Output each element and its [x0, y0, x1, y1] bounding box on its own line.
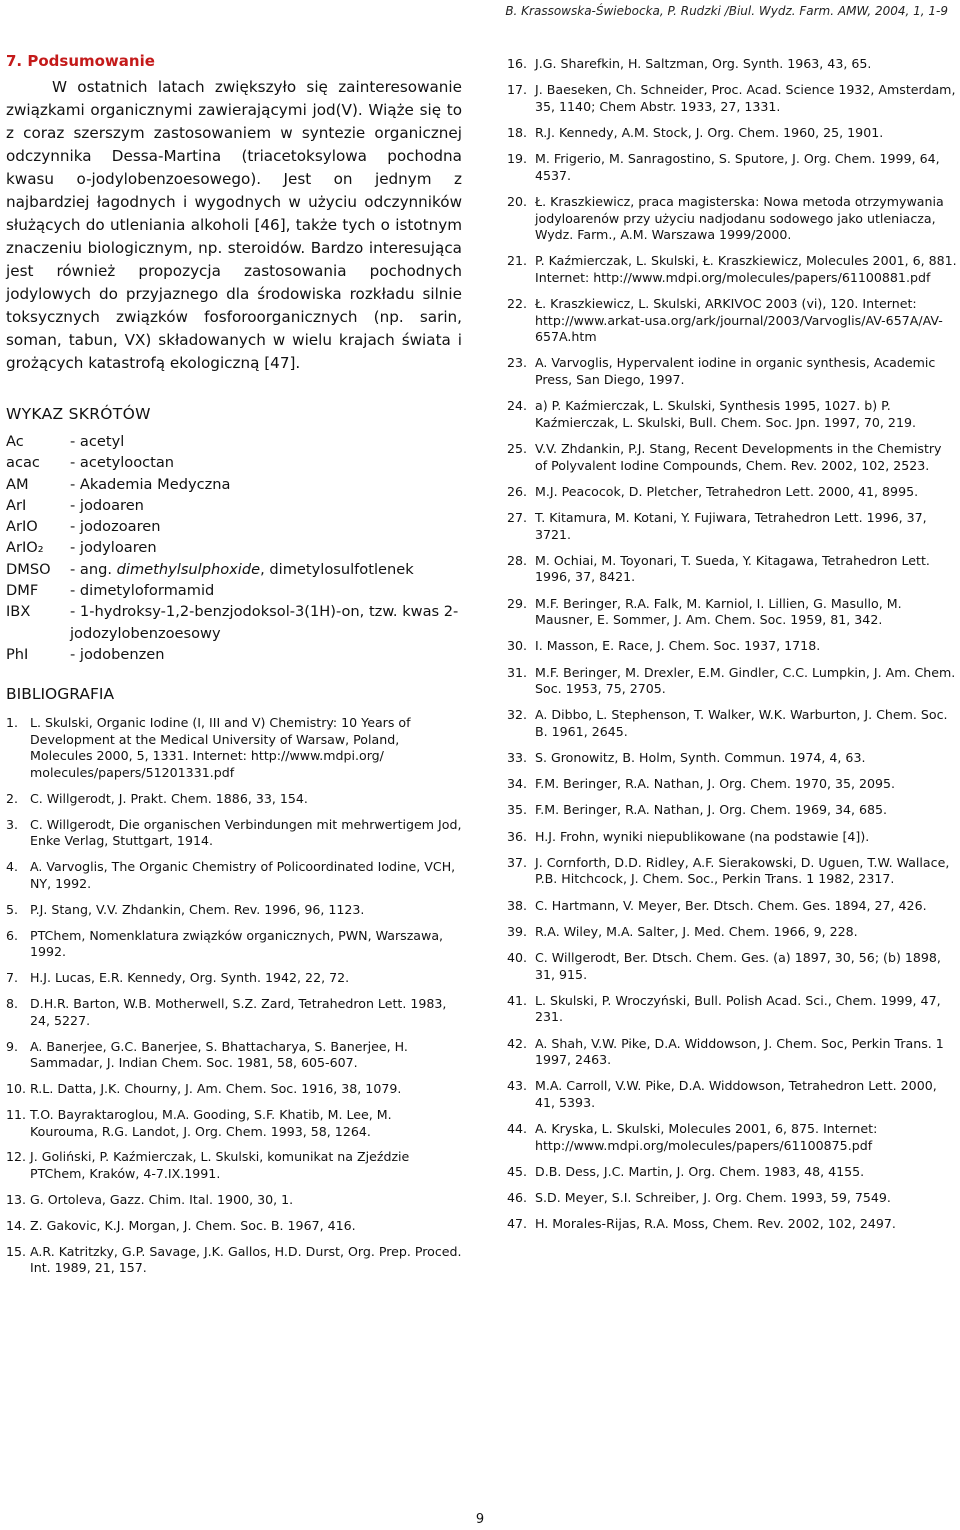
reference-item	[507, 1216, 957, 1233]
abbreviation-value: - jodobenzen	[70, 645, 165, 663]
reference-text: L. Skulski, Organic Iodine (I, III and V) Chemistry: 10 Years of Development at the Medical University of Warsaw, Poland, Molecules 2000, 5, 1331. Internet: http://www.mdpi.org/ molecules/papers/51201331.pdf	[30, 715, 411, 781]
reference-text: S.D. Meyer, S.I. Schreiber, J. Org. Chem. 1993, 59, 7549.	[535, 1190, 891, 1206]
reference-text: a) P. Kaźmierczak, L. Skulski, Synthesis 1995, 1027. b) P. Kaźmierczak, L. Skulski, Bull. Chem. Soc. Jpn. 1997, 70, 219.	[535, 398, 916, 430]
reference-text: Ł. Kraszkiewicz, L. Skulski, ARKIVOC 2003 (vi), 120. Internet: http://www.arkat-usa.org/ark/journal/2003/Varvoglis/AV-657A/AV-657A.htm	[535, 296, 943, 345]
reference-number: 39.	[507, 923, 528, 939]
reference-number: 4.	[6, 859, 19, 875]
abbreviation-row	[6, 601, 462, 644]
reference-number: 38.	[507, 897, 528, 913]
reference-number: 10.	[6, 1081, 27, 1097]
abbreviation-key: acac	[6, 454, 40, 472]
reference-text: H.J. Frohn, wyniki niepublikowane (na podstawie [4]).	[535, 828, 870, 844]
reference-item	[507, 553, 957, 586]
abbreviation-key: DMF	[6, 582, 39, 600]
reference-item	[6, 1081, 462, 1098]
abbreviations-list	[6, 431, 462, 665]
reference-number: 15.	[6, 1243, 27, 1259]
reference-item	[507, 151, 957, 184]
reference-text: P.J. Stang, V.V. Zhdankin, Chem. Rev. 1996, 96, 1123.	[30, 901, 365, 917]
bibliography-list-left	[6, 715, 462, 1277]
abbreviation-key: Ac	[6, 433, 24, 450]
reference-text: A. Varvoglis, Hypervalent iodine in organic synthesis, Academic Press, San Diego, 1997.	[535, 355, 936, 388]
reference-number: 32.	[507, 707, 528, 723]
reference-item	[507, 1190, 957, 1207]
reference-number: 28.	[507, 552, 528, 568]
reference-item	[507, 596, 957, 629]
reference-number: 12.	[6, 1149, 27, 1165]
reference-text: V.V. Zhdankin, P.J. Stang, Recent Developments in the Chemistry of Polyvalent Iodine Compounds, Chem. Rev. 2002, 102, 2523.	[535, 441, 942, 473]
reference-number: 23.	[507, 355, 528, 371]
abbreviation-key: ArIO₂	[6, 539, 44, 557]
reference-text: J. Baeseken, Ch. Schneider, Proc. Acad. Science 1932, Amsterdam, 35, 1140; Chem Abstr. 1933, 27, 1331.	[535, 82, 956, 114]
reference-text: J. Goliński, P. Kaźmierczak, L. Skulski, komunikat na Zjeździe PTChem, Kraków, 4-7.IX.1991.	[30, 1149, 410, 1181]
reference-item	[507, 441, 957, 474]
reference-item	[507, 82, 957, 115]
reference-number: 9.	[6, 1038, 19, 1054]
reference-item	[507, 125, 957, 142]
abbreviation-value: - acetylooctan	[70, 454, 175, 472]
abbreviation-value	[70, 559, 462, 580]
reference-text: A. Varvoglis, The Organic Chemistry of Policoordinated Iodine, VCH, NY, 1992.	[30, 859, 456, 891]
reference-number: 46.	[507, 1190, 528, 1206]
reference-item	[507, 950, 957, 983]
reference-text: P. Kaźmierczak, L. Skulski, Ł. Kraszkiewicz, Molecules 2001, 6, 881. Internet: http://www.mdpi.org/molecules/papers/61100881.pdf	[535, 253, 957, 285]
reference-text: A. Banerjee, G.C. Banerjee, S. Bhattacharya, S. Banerjee, H. Sammadar, J. Indian Chem. Soc. 1981, 58, 605-607.	[30, 1038, 408, 1071]
abbreviation-row	[6, 452, 462, 473]
reference-item	[6, 1218, 462, 1235]
abbreviation-value-suffix: , dimetylosulfotlenek	[260, 560, 414, 578]
reference-text: C. Willgerodt, Ber. Dtsch. Chem. Ges. (a) 1897, 30, 56; (b) 1898, 31, 915.	[535, 950, 941, 982]
reference-text: D.B. Dess, J.C. Martin, J. Org. Chem. 1983, 48, 4155.	[535, 1163, 865, 1179]
reference-item	[6, 817, 462, 850]
reference-number: 2.	[6, 790, 19, 806]
reference-text: J.G. Sharefkin, H. Saltzman, Org. Synth. 1963, 43, 65.	[535, 56, 872, 71]
reference-item	[507, 1036, 957, 1069]
reference-number: 40.	[507, 950, 528, 965]
reference-item	[507, 296, 957, 346]
abbreviation-row	[6, 644, 462, 665]
reference-number: 13.	[6, 1191, 27, 1207]
reference-item	[507, 398, 957, 431]
abbreviation-row	[6, 431, 462, 452]
reference-text: F.M. Beringer, R.A. Nathan, J. Org. Chem. 1969, 34, 685.	[535, 802, 888, 818]
page-number: 9	[475, 1512, 485, 1527]
reference-item	[507, 855, 957, 888]
abbreviation-value: - jodoaren	[70, 496, 144, 514]
section-title-summary: 7. Podsumowanie	[6, 52, 155, 70]
reference-item	[507, 776, 957, 793]
reference-number: 3.	[6, 816, 19, 832]
reference-number: 29.	[507, 595, 528, 611]
reference-number: 7.	[6, 970, 19, 986]
reference-text: H. Morales-Rijas, R.A. Moss, Chem. Rev. 2002, 102, 2497.	[535, 1216, 896, 1232]
abbreviation-value-emphasis: dimethylsulphoxide	[116, 560, 261, 578]
reference-item	[507, 750, 957, 767]
reference-item	[6, 996, 462, 1029]
reference-number: 34.	[507, 776, 528, 792]
reference-number: 30.	[507, 638, 528, 654]
reference-text: M. Ochiai, M. Toyonari, T. Sueda, Y. Kitagawa, Tetrahedron Lett. 1996, 37, 8421.	[535, 552, 930, 585]
reference-text: M.F. Beringer, M. Drexler, E.M. Gindler, C.C. Lumpkin, J. Am. Chem. Soc. 1953, 75, 2705.	[535, 664, 956, 697]
reference-item	[507, 56, 957, 73]
running-header: B. Krassowska-Świebocka, P. Rudzki /Biul. Wydz. Farm. AMW, 2004, 1, 1-9	[505, 4, 948, 18]
reference-item	[6, 928, 462, 961]
reference-item	[6, 902, 462, 919]
reference-item	[507, 510, 957, 543]
reference-text: I. Masson, E. Race, J. Chem. Soc. 1937, 1718.	[535, 638, 821, 654]
abbreviation-value: - jodozoaren	[70, 518, 161, 536]
reference-item	[6, 1149, 462, 1182]
abbreviation-row	[6, 559, 462, 580]
reference-text: C. Willgerodt, J. Prakt. Chem. 1886, 33, 154.	[30, 790, 308, 806]
reference-number: 41.	[507, 992, 528, 1008]
reference-number: 22.	[507, 296, 528, 312]
reference-number: 47.	[507, 1216, 528, 1232]
reference-number: 42.	[507, 1035, 528, 1051]
abbreviation-row	[6, 537, 462, 558]
reference-number: 24.	[507, 398, 528, 414]
right-column	[507, 56, 957, 1242]
reference-number: 19.	[507, 151, 528, 167]
reference-text: H.J. Lucas, E.R. Kennedy, Org. Synth. 1942, 22, 72.	[30, 970, 350, 986]
reference-text: Z. Gakovic, K.J. Morgan, J. Chem. Soc. B. 1967, 416.	[30, 1217, 356, 1233]
reference-text: R.A. Wiley, M.A. Salter, J. Med. Chem. 1966, 9, 228.	[535, 923, 858, 939]
reference-item	[6, 791, 462, 808]
reference-text: A. Dibbo, L. Stephenson, T. Walker, W.K. Warburton, J. Chem. Soc. B. 1961, 2645.	[535, 707, 948, 739]
reference-number: 17.	[507, 82, 528, 98]
reference-item	[6, 1107, 462, 1140]
reference-number: 14.	[6, 1217, 27, 1233]
reference-number: 1.	[6, 715, 19, 731]
reference-number: 18.	[507, 124, 528, 140]
reference-text: G. Ortoleva, Gazz. Chim. Ital. 1900, 30, 1.	[30, 1191, 294, 1207]
reference-item	[6, 859, 462, 892]
reference-text: D.H.R. Barton, W.B. Motherwell, S.Z. Zard, Tetrahedron Lett. 1983, 24, 5227.	[30, 996, 447, 1028]
abbreviation-key: IBX	[6, 603, 31, 621]
bibliography-title: BIBLIOGRAFIA	[6, 685, 115, 704]
abbreviation-key: PhI	[6, 645, 29, 663]
abbreviation-row	[6, 474, 462, 495]
reference-item	[507, 1078, 957, 1111]
reference-number: 20.	[507, 193, 528, 209]
reference-text: T.O. Bayraktaroglou, M.A. Gooding, S.F. Khatib, M. Lee, M. Kourouma, R.G. Landot, J. Org. Chem. 1993, 58, 1264.	[30, 1106, 392, 1139]
reference-text: C. Willgerodt, Die organischen Verbindungen mit mehrwertigem Jod, Enke Verlag, Stuttgart, 1914.	[30, 816, 462, 849]
abbreviation-value: - 1-hydroksy-1,2-benzjodoksol-3(1H)-on, tzw. kwas 2-jodozylobenzoesowy	[70, 603, 459, 642]
abbreviation-value-prefix: - ang.	[70, 560, 117, 578]
reference-item	[507, 707, 957, 740]
reference-number: 36.	[507, 828, 528, 844]
reference-text: Ł. Kraszkiewicz, praca magisterska: Nowa metoda otrzymywania jodyloarenów przy użyciu nadjodanu sodowego jako utleniacza, Wydz. Farm., A.M. Warszawa 1999/2000.	[535, 193, 944, 243]
bibliography-list-right	[507, 56, 957, 1233]
reference-number: 37.	[507, 854, 528, 870]
reference-item	[507, 802, 957, 819]
reference-text: M.F. Beringer, R.A. Falk, M. Karniol, I. Lillien, G. Masullo, M. Mausner, E. Sommer, J. Am. Chem. Soc. 1959, 81, 342.	[535, 595, 902, 628]
reference-number: 33.	[507, 750, 528, 766]
abbreviation-row	[6, 580, 462, 601]
reference-number: 35.	[507, 802, 528, 818]
reference-number: 26.	[507, 483, 528, 499]
reference-number: 25.	[507, 441, 528, 457]
reference-item	[507, 1164, 957, 1181]
abbreviation-value: - jodyloaren	[70, 539, 157, 557]
reference-text: M.J. Peacocok, D. Pletcher, Tetrahedron Lett. 2000, 41, 8995.	[535, 483, 919, 499]
abbreviation-row	[6, 495, 462, 516]
reference-text: J. Cornforth, D.D. Ridley, A.F. Sierakowski, D. Uguen, T.W. Wallace, P.B. Hitchcock, J. Chem. Soc., Perkin Trans. 1 1982, 2317.	[535, 854, 950, 887]
reference-text: M. Frigerio, M. Sanragostino, S. Sputore, J. Org. Chem. 1999, 64, 4537.	[535, 151, 940, 183]
reference-number: 21.	[507, 253, 528, 269]
reference-text: C. Hartmann, V. Meyer, Ber. Dtsch. Chem. Ges. 1894, 27, 426.	[535, 897, 927, 913]
reference-item	[507, 993, 957, 1026]
reference-number: 8.	[6, 996, 19, 1012]
abbreviation-key: DMSO	[6, 560, 51, 578]
reference-text: S. Gronowitz, B. Holm, Synth. Commun. 1974, 4, 63.	[535, 750, 866, 766]
reference-text: T. Kitamura, M. Kotani, Y. Fujiwara, Tetrahedron Lett. 1996, 37, 3721.	[535, 510, 927, 542]
reference-item	[507, 829, 957, 846]
abbreviation-value: - dimetyloformamid	[70, 582, 215, 600]
summary-paragraph	[6, 76, 462, 375]
reference-item	[507, 194, 957, 244]
reference-text: PTChem, Nomenklatura związków organicznych, PWN, Warszawa, 1992.	[30, 927, 444, 960]
abbreviation-value: - Akademia Medyczna	[70, 475, 231, 493]
reference-number: 27.	[507, 510, 528, 525]
reference-text: R.J. Kennedy, A.M. Stock, J. Org. Chem. 1960, 25, 1901.	[535, 124, 884, 140]
reference-item	[6, 970, 462, 987]
reference-item	[507, 484, 957, 501]
abbreviations-title: WYKAZ SKRÓTÓW	[6, 405, 151, 423]
reference-item	[6, 715, 462, 781]
reference-text: A.R. Katritzky, G.P. Savage, J.K. Gallos, H.D. Durst, Org. Prep. Proced. Int. 1989, 21, 157.	[30, 1243, 462, 1276]
reference-text: A. Shah, V.W. Pike, D.A. Widdowson, J. Chem. Soc, Perkin Trans. 1 1997, 2463.	[535, 1035, 944, 1068]
reference-item	[507, 253, 957, 286]
reference-number: 45.	[507, 1163, 528, 1179]
abbreviation-key: ArI	[6, 496, 27, 514]
reference-item	[507, 665, 957, 698]
reference-item	[507, 355, 957, 388]
reference-text: L. Skulski, P. Wroczyński, Bull. Polish Acad. Sci., Chem. 1999, 47, 231.	[535, 992, 941, 1025]
reference-number: 5.	[6, 901, 19, 917]
left-column	[6, 52, 462, 1286]
reference-number: 16.	[507, 56, 528, 71]
reference-number: 11.	[6, 1106, 27, 1122]
abbreviation-key: ArIO	[6, 518, 38, 536]
reference-item	[6, 1039, 462, 1072]
summary-text: W ostatnich latach zwiększyło się zainteresowanie związkami organicznymi zawierającymi jod(V). Wiąże się to z coraz szerszym zastosowaniem w syntezie organicznej odczynnika Dessa-Martina (triacetoksylowa pochodna kwasu o-jodylobenzoesowego). Jest on jednym z najbardziej łagodnych i wygodnych w użyciu odczynników służących do utleniania alkoholi [46], także tych o istotnym znaczeniu biologicznym, np. steroidów. Bardzo interesująca jest również propozycja zastosowania pochodnych jodylowych do przyjaznego dla środowiska rozkładu silnie toksycznych związków fosforoorganicznych (np. sarin, soman, tabun, VX) składowanych w wielu krajach świata i grożących katastrofą ekologiczną [47].	[6, 78, 462, 372]
reference-text: M.A. Carroll, V.W. Pike, D.A. Widdowson, Tetrahedron Lett. 2000, 41, 5393.	[535, 1078, 937, 1110]
reference-text: F.M. Beringer, R.A. Nathan, J. Org. Chem. 1970, 35, 2095.	[535, 776, 896, 792]
reference-number: 43.	[507, 1078, 528, 1094]
reference-text: A. Kryska, L. Skulski, Molecules 2001, 6, 875. Internet: http://www.mdpi.org/molecules/papers/61100875.pdf	[535, 1121, 878, 1153]
reference-item	[6, 1192, 462, 1209]
abbreviation-row	[6, 516, 462, 537]
abbreviation-value: - acetyl	[70, 433, 125, 450]
reference-number: 44.	[507, 1121, 528, 1137]
reference-number: 31.	[507, 664, 528, 680]
reference-item	[507, 1121, 957, 1154]
reference-item	[507, 924, 957, 941]
reference-item	[6, 1244, 462, 1277]
abbreviation-key: AM	[6, 475, 29, 493]
reference-number: 6.	[6, 927, 19, 943]
reference-item	[507, 638, 957, 655]
reference-item	[507, 898, 957, 915]
reference-text: R.L. Datta, J.K. Chourny, J. Am. Chem. Soc. 1916, 38, 1079.	[30, 1081, 402, 1097]
